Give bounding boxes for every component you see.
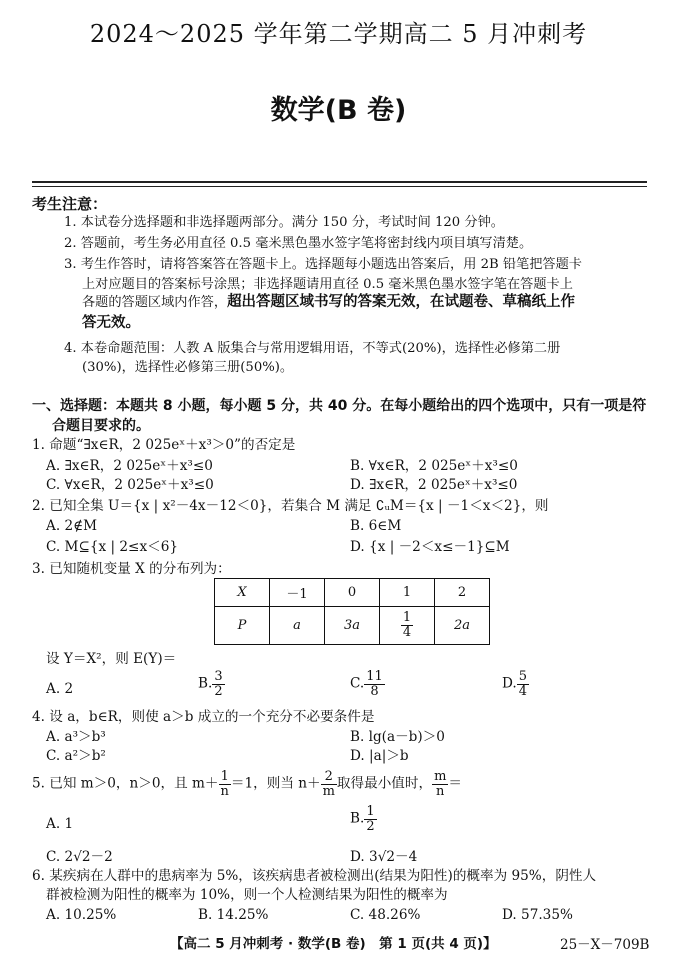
q4-option-a: A. a³＞b³ <box>46 729 106 745</box>
section-heading <box>32 396 652 436</box>
q6-line1: 6. 某疾病在人群中的患病率为 5%，该疾病患者被检测出(结果为阳性)的概率为 95%，阴性人 <box>32 868 597 884</box>
q2-option-b: B. 6∈M <box>350 518 402 534</box>
fraction: $\frac{1}{4}$ <box>402 610 412 640</box>
q2-stem: 2. 已知全集 U＝{x | x²－4x－12＜0}，若集合 M 满足 ∁ᵤM＝{x | －1＜x＜2}，则 <box>32 498 549 514</box>
q4-option-d: D. |a|＞b <box>350 748 409 764</box>
q3-option-a: A. 2 <box>46 681 74 697</box>
q6-line2: 群被检测为阳性的概率为 10%，则一个人检测结果为阳性的概率为 <box>46 887 448 903</box>
section-heading-line1: 一、选择题：本题共 8 小题，每小题 5 分，共 40 分。在每小题给出的四个选项中，只有一项是符 <box>32 398 647 414</box>
notice-item-3: 3. 考生作答时，请将答案答在答题卡上。选择题每小题选出答案后，用 2B 铅笔把答题卡 <box>64 257 582 272</box>
fraction: $\frac{11}{8}$ <box>366 669 383 699</box>
section-heading-line2: 合题目要求的。 <box>52 418 150 434</box>
notice-item-1: 1. 本试卷分选择题和非选择题两部分。满分 150 分，考试时间 120 分钟。 <box>64 215 504 230</box>
fraction: $\frac{1}{2}$ <box>366 804 375 834</box>
table-cell: a <box>270 607 325 645</box>
fraction: $\frac{3}{2}$ <box>214 669 223 699</box>
notice-heading: 考生注意： <box>32 195 108 213</box>
q2-option-a: A. 2∉M <box>46 518 98 534</box>
table-cell <box>380 607 435 645</box>
table-row <box>215 579 490 607</box>
table-cell: 2 <box>435 579 490 607</box>
q3-option-b: B. $\frac{3}{2}$ <box>198 669 223 699</box>
q3-ask: 设 Y＝X²，则 E(Y)＝ <box>46 651 177 667</box>
page-footer: 【高二 5 月冲刺考 · 数学(B 卷) 第 1 页(共 4 页)】 <box>170 936 497 952</box>
q4-stem: 4. 设 a，b∈R，则使 a＞b 成立的一个充分不必要条件是 <box>32 709 375 725</box>
q6-option-c: C. 48.26% <box>350 907 421 923</box>
q5-option-d: D. 3√2－4 <box>350 849 418 865</box>
table-cell: 3a <box>325 607 380 645</box>
exam-title: 2024～2025 学年第二学期高二 5 月冲刺考 <box>89 20 588 48</box>
q2-option-c: C. M⊆{x | 2≤x＜6} <box>46 539 179 555</box>
table-cell: 1 <box>380 579 435 607</box>
q3-option-c: C. $\frac{11}{8}$ <box>350 669 383 699</box>
notice-item-3-line3 <box>82 292 662 313</box>
q1-option-a: A. ∃x∈R，2 025eˣ＋x³≤0 <box>46 458 213 474</box>
q5-option-b: B. $\frac{1}{2}$ <box>350 804 375 834</box>
q4-option-b: B. lg(a－b)＞0 <box>350 729 445 745</box>
table-row <box>215 607 490 645</box>
q1-option-c: C. ∀x∈R，2 025eˣ＋x³≤0 <box>46 477 214 493</box>
q1-option-b: B. ∀x∈R，2 025eˣ＋x³≤0 <box>350 458 518 474</box>
notice-item-3-line2: 上对应题目的答案标号涂黑；非选择题请用直径 0.5 毫米黑色墨水签字笔在答题卡上 <box>82 277 573 292</box>
notice-item-4-line2: (30%)，选择性必修第三册(50%)。 <box>82 360 294 375</box>
q2-option-d: D. {x | －2＜x≤－1}⊆M <box>350 539 510 555</box>
q4-option-c: C. a²＞b² <box>46 748 106 764</box>
divider-thick <box>32 181 647 183</box>
q1-option-d: D. ∃x∈R，2 025eˣ＋x³≤0 <box>350 477 518 493</box>
table-cell: 2a <box>435 607 490 645</box>
table-cell: X <box>215 579 270 607</box>
fraction: $\frac{m}{n}$ <box>434 769 447 799</box>
notice-item-4: 4. 本卷命题范围：人教 A 版集合与常用逻辑用语，不等式(20%)，选择性必修第二册 <box>64 341 561 356</box>
q3-stem: 3. 已知随机变量 X 的分布列为： <box>32 561 231 577</box>
q1-stem: 1. 命题“∃x∈R，2 025eˣ＋x³＞0”的否定是 <box>32 437 296 453</box>
notice-item-3-bold: 超出答题区域书写的答案无效，在试题卷、草稿纸上作 <box>227 294 576 310</box>
q3-option-d: D. $\frac{5}{4}$ <box>502 669 528 699</box>
distribution-table <box>214 578 490 645</box>
notice-item-3-normal: 各题的答题区域内作答， <box>82 295 228 310</box>
table-cell: 0 <box>325 579 380 607</box>
notice-item-3-bold-end: 答无效。 <box>82 315 140 331</box>
q6-option-a: A. 10.25% <box>46 907 117 923</box>
divider-thin <box>32 186 647 187</box>
notice-item-2: 2. 答题前，考生务必用直径 0.5 毫米黑色墨水签字笔将密封线内项目填写清楚。 <box>64 236 533 251</box>
notice-item-3-line4 <box>82 313 668 334</box>
exam-subtitle: 数学(B 卷) <box>270 95 407 126</box>
q6-option-b: B. 14.25% <box>198 907 269 923</box>
q5-option-c: C. 2√2－2 <box>46 849 113 865</box>
exam-code: 25－X－709B <box>560 937 650 953</box>
q6-option-d: D. 57.35% <box>502 907 573 923</box>
fraction: $\frac{1}{n}$ <box>220 769 229 799</box>
fraction: $\frac{5}{4}$ <box>518 669 528 699</box>
table-cell: －1 <box>270 579 325 607</box>
table-cell: P <box>215 607 270 645</box>
q5-stem: 5. 已知 m＞0，n＞0，且 m＋ $\frac{1}{n}$ ＝1，则当 n＋ $\frac{2}{m}$ 取得最小值时， $\frac{m}{n}$ ＝ <box>32 769 462 799</box>
q5-option-a: A. 1 <box>46 816 74 832</box>
fraction: $\frac{2}{m}$ <box>322 769 335 799</box>
